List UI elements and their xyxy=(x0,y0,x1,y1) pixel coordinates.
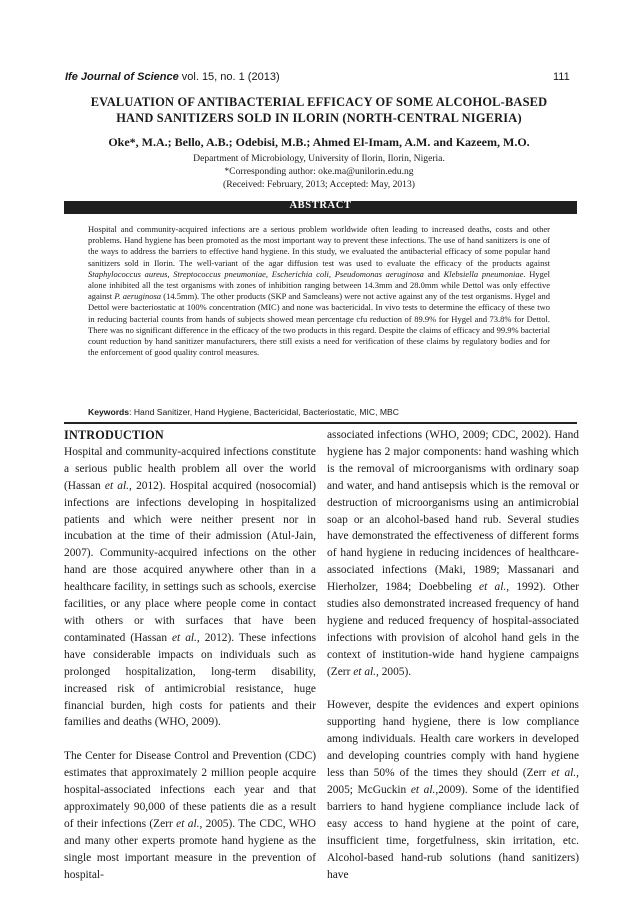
text-part: 2005). xyxy=(378,665,412,678)
keywords xyxy=(88,407,558,417)
page-number: 111 xyxy=(553,71,570,83)
section-divider xyxy=(64,422,577,424)
corresponding-author: *Corresponding author: oke.ma@unilorin.edu.ng xyxy=(224,166,414,177)
paper-title xyxy=(60,94,578,126)
intro-paragraph-2 xyxy=(64,748,316,883)
text-part: 2005). The CDC, WHO and many other experts promote hand hygiene as the single most important measure in the prevention of hospital- xyxy=(64,817,316,881)
text-part: However, despite the evidences and expert opinions supporting hand hygiene, there is low compliance among individuals. Health care workers in developed and developing countries comply with hand hygiene less than 50% of the times they should (Zerr xyxy=(327,699,579,780)
text-part: The Center for Disease Control and Prevention (CDC) estimates that approximately 2 million people acquire hospital-associated infections each year and that approximately 90,000 of these patients die as a result of their infections (Zerr xyxy=(64,750,316,830)
text-part: 2012). These infections have considerable impacts on individuals such as prolonged hospitalization, long-term disability, increased risk of antimicrobial resistance, huge financial burden, high costs for patients and their families and deaths (WHO, 2009). xyxy=(64,631,316,729)
text-part: 1992). Other studies also demonstrated increased frequency of hand hygiene and reduced frequency of hospital-associated infections with provision of alcohol hand gels in the context of institution-wide hand hygiene campaigns (Zerr xyxy=(327,581,579,678)
intro-paragraph-1 xyxy=(64,444,316,731)
et-al: et al., xyxy=(172,631,200,644)
et-al: et al., xyxy=(176,817,203,830)
keywords-label: Keywords xyxy=(88,407,130,417)
text-part: associated infections (WHO, 2009; CDC, 2002). Hand hygiene has 2 major components: hand washing which is the removal of microorganisms with ordinary soap and water, and hand antisepsis which is the removal or destruction of microorganisms using an antimicrobial soap or an alcohol-based hand rub. Several studies have demonstrated the effectiveness of different forms of hand hygiene in reducing incidences of healthcare-associated infections (Maki, 1989; Massanari and Hierholzer, 1984; Doebbeling xyxy=(327,429,579,594)
intro-paragraph-4 xyxy=(327,697,579,883)
et-al: et al., xyxy=(353,665,379,678)
affiliation: Department of Microbiology, University of Ilorin, Ilorin, Nigeria. xyxy=(193,153,445,164)
et-al: et al., xyxy=(551,767,579,780)
abstract-part: (14.5mm). The other products (SKP and Samcleans) were not active against any of the test organisms. Hygel and Dettol were bacteriostatic at 100% concentration (MIC) and none was bactericidal. In vivo tests to determine the efficacy of these two in reducing bacterial counts from hands of subjects showed mean percentage cfu reduction of 89.9% for Hygel and 73.8% for Dettol. There was no significant difference in the efficacy of the two products in this regard. Despite the claims of efficacy and 99.9% bacterial count reduction by hand sanitizer manufacturers, there still exists a need for verification of these claims by regulatory bodies and for the enforcement of good quality control measures. xyxy=(88,291,550,358)
text-part: Hospital and community-acquired infections constitute a serious public health problem all over the world (Hassan xyxy=(64,445,316,492)
abstract-part: Hospital and community-acquired infections are a serious problem worldwide often leading to increased deaths, costs and other problems. Hand hygiene has been promoted as the most important way to prevent these infections. The use of hand sanitizers is one of the ways to address the barriers to effective hand hygiene. In this study, we evaluated the antibacterial efficacy of some popular hand sanitizers sold in Ilorin. The well-variant of the agar diffusion test was used to evaluate the efficacy of the products against xyxy=(88,224,550,268)
text-part: 2005; McGuckin xyxy=(327,784,411,797)
authors: Oke*, M.A.; Bello, A.B.; Odebisi, M.B.; Ahmed El-Imam, A.M. and Kazeem, M.O. xyxy=(108,135,530,149)
abstract-part: and xyxy=(423,268,444,279)
abstract-organism: P. aeruginosa xyxy=(114,291,162,302)
left-column xyxy=(64,427,316,883)
journal-name: Ife Journal of Science xyxy=(65,71,179,83)
introduction-heading: INTRODUCTION xyxy=(64,428,164,442)
text-part: 2009). Some of the identified barriers to hand hygiene compliance include lack of easy access to hand hygiene at the point of care, insufficient time, forgetfulness, skin irritation, etc. Alcohol-based hand-rub solutions (hand sanitizers) have xyxy=(327,784,580,881)
volume-info: vol. 15, no. 1 (2013) xyxy=(181,71,280,83)
keywords-list: : Hand Sanitizer, Hand Hygiene, Bactericidal, Bacteriostatic, MIC, MBC xyxy=(129,407,399,417)
title-line-2: HAND SANITIZERS SOLD IN ILORIN (NORTH-CENTRAL NIGERIA) xyxy=(116,111,522,125)
et-al: et al., xyxy=(410,784,439,797)
abstract-organism: Klebsiella pneumoniae xyxy=(443,268,524,279)
title-line-1: EVALUATION OF ANTIBACTERIAL EFFICACY OF SOME ALCOHOL-BASED xyxy=(90,95,548,109)
journal-header xyxy=(65,71,280,83)
received-dates: (Received: February, 2013; Accepted: May, 2013) xyxy=(223,179,415,190)
abstract-heading: ABSTRACT xyxy=(289,200,352,211)
abstract-organisms: Staphylococcus aureus, Streptococcus pneumoniae, Escherichia coli, Pseudomonas aeruginosa xyxy=(88,268,424,279)
abstract-part: . Hygel alone inhibited all the test organisms with zones of inhibition ranging between 14.3mm and 28.0mm while Dettol was only effective against xyxy=(88,268,551,302)
text-part: 2012). Hospital acquired (nosocomial) infections are infections developing in hospitalized patients and which were neither present nor in incubation at the time of their admission (Atul-Jain, 2007). Community-acquired infections on the other hand are those acquired anywhere other than in a healthcare facility, in settings such as schools, exercise facilities, or any place where people come in contact with others or with surfaces that have been contaminated (Hassan xyxy=(64,479,316,644)
et-al: et al., xyxy=(104,479,132,492)
abstract-text xyxy=(88,224,550,358)
right-column xyxy=(327,427,579,883)
intro-paragraph-3 xyxy=(327,427,579,681)
et-al: et al., xyxy=(479,581,510,594)
